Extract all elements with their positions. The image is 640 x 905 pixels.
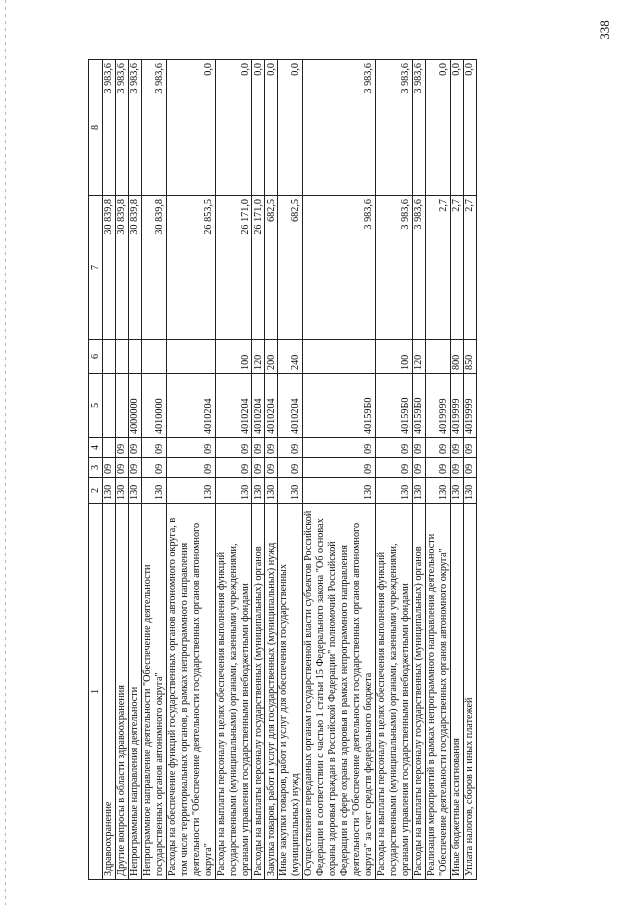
- target-article-code: 4010204: [215, 374, 252, 438]
- target-article-code: [116, 374, 129, 438]
- table-row: [215, 60, 252, 880]
- subsection-code: 09: [215, 438, 252, 458]
- subsection-code: 09: [129, 438, 142, 458]
- ministry-code: 130: [142, 478, 167, 504]
- table-row: [265, 60, 278, 880]
- expense-type-code: 240: [278, 340, 303, 374]
- amount-total: 26 853,5: [166, 196, 215, 340]
- amount-total: 30 839,8: [142, 196, 167, 340]
- amount-subvention: 0,0: [265, 60, 278, 196]
- section-code: 09: [375, 458, 412, 478]
- section-code: 09: [142, 458, 167, 478]
- amount-subvention: 3 983,6: [129, 60, 142, 196]
- row-name: Осуществление переданных органам государственной власти субъектов Российской Федерации в соответствии с частью 1 статьи 15 Федерального закона "Об основах охраны здоровья граждан в Российской Федерации" полномочий Российской Федерации в сфере охраны здоровья в рамках непрограммного направления деятельности "Обеспечение деятельности государственных органов автономного округа" за счет средств федерального бюджета: [303, 504, 376, 880]
- row-name: Закупка товаров, работ и услуг для государственных (муниципальных) нужд: [265, 504, 278, 880]
- amount-subvention: 3 983,6: [375, 60, 412, 196]
- expense-type-code: [425, 340, 450, 374]
- table-row: [142, 60, 167, 880]
- ministry-code: 130: [412, 478, 425, 504]
- subsection-code: 09: [142, 438, 167, 458]
- column-number: 1: [89, 504, 103, 880]
- row-name: Иные бюджетные ассигнования: [450, 504, 463, 880]
- row-name: Непрограммные направления деятельности: [129, 504, 142, 880]
- row-name: Реализация мероприятий в рамках непрограммного направления деятельности "Обеспечение деятельности государственных органов автономного округа": [425, 504, 450, 880]
- ministry-code: 130: [215, 478, 252, 504]
- target-article-code: 4019999: [463, 374, 476, 438]
- amount-total: 30 839,8: [129, 196, 142, 340]
- section-code: 09: [129, 458, 142, 478]
- amount-total: 682,5: [265, 196, 278, 340]
- column-number: 4: [89, 438, 103, 458]
- table-row: [450, 60, 463, 880]
- ministry-code: 130: [129, 478, 142, 504]
- amount-subvention: 3 983,6: [303, 60, 376, 196]
- section-code: 09: [412, 458, 425, 478]
- row-name: Расходы на выплаты персоналу в целях обеспечения выполнения функций государственными (муниципальными) органами, казенными учреждениями, органами управления государственными внебюджетными фондами: [215, 504, 252, 880]
- expense-type-code: 120: [412, 340, 425, 374]
- amount-total: 30 839,8: [103, 196, 116, 340]
- target-article-code: 4019999: [450, 374, 463, 438]
- target-article-code: 40159Б0: [303, 374, 376, 438]
- table-row: [252, 60, 265, 880]
- target-article-code: 40159Б0: [375, 374, 412, 438]
- amount-total: 30 839,8: [116, 196, 129, 340]
- column-number: 8: [89, 60, 103, 196]
- subsection-code: 09: [375, 438, 412, 458]
- target-article-code: 4010204: [166, 374, 215, 438]
- expense-type-code: 120: [252, 340, 265, 374]
- amount-total: 3 983,6: [375, 196, 412, 340]
- column-number: 2: [89, 478, 103, 504]
- scan-edge: [5, 0, 6, 905]
- target-article-code: 4000000: [129, 374, 142, 438]
- row-name: Расходы на выплаты персоналу в целях обеспечения выполнения функций государственными (муниципальными) органами, казенными учреждениями, органами управления государственными внебюджетными фондами: [375, 504, 412, 880]
- column-number: 6: [89, 340, 103, 374]
- table-row: [278, 60, 303, 880]
- expense-type-code: 100: [215, 340, 252, 374]
- row-name: Другие вопросы в области здравоохранения: [116, 504, 129, 880]
- target-article-code: 4010000: [142, 374, 167, 438]
- amount-subvention: 3 983,6: [412, 60, 425, 196]
- expense-type-code: [103, 340, 116, 374]
- section-code: 09: [116, 458, 129, 478]
- subsection-code: 09: [303, 438, 376, 458]
- column-number: 5: [89, 374, 103, 438]
- section-code: 09: [166, 458, 215, 478]
- amount-total: 26 171,0: [215, 196, 252, 340]
- row-name: Здравоохранение: [103, 504, 116, 880]
- subsection-code: 09: [166, 438, 215, 458]
- section-code: 09: [103, 458, 116, 478]
- section-code: 09: [450, 458, 463, 478]
- subsection-code: 09: [463, 438, 476, 458]
- section-code: 09: [463, 458, 476, 478]
- amount-subvention: 0,0: [166, 60, 215, 196]
- subsection-code: 09: [265, 438, 278, 458]
- ministry-code: 130: [103, 478, 116, 504]
- subsection-code: 09: [116, 438, 129, 458]
- amount-subvention: 0,0: [463, 60, 476, 196]
- table-row: [412, 60, 425, 880]
- section-code: 09: [303, 458, 376, 478]
- row-name: Непрограммное направление деятельности "Обеспечение деятельности государственных органов автономного округа": [142, 504, 167, 880]
- subsection-code: 09: [450, 438, 463, 458]
- amount-total: 682,5: [278, 196, 303, 340]
- table-row: [375, 60, 412, 880]
- subsection-code: 09: [425, 438, 450, 458]
- amount-total: 2,7: [463, 196, 476, 340]
- target-article-code: 4010204: [265, 374, 278, 438]
- rotated-page-content: [88, 60, 606, 880]
- section-code: 09: [278, 458, 303, 478]
- subsection-code: [103, 438, 116, 458]
- amount-subvention: 0,0: [425, 60, 450, 196]
- page-number: 338: [596, 20, 612, 40]
- expense-type-code: 100: [375, 340, 412, 374]
- section-code: 09: [425, 458, 450, 478]
- ministry-code: 130: [116, 478, 129, 504]
- section-code: 09: [252, 458, 265, 478]
- target-article-code: 40159Б0: [412, 374, 425, 438]
- table-row: [463, 60, 476, 880]
- table-row: [116, 60, 129, 880]
- subsection-code: 09: [252, 438, 265, 458]
- table-row: [303, 60, 376, 880]
- amount-total: 3 983,6: [303, 196, 376, 340]
- target-article-code: 4019999: [425, 374, 450, 438]
- ministry-code: 130: [463, 478, 476, 504]
- expense-type-code: [303, 340, 376, 374]
- subsection-code: 09: [278, 438, 303, 458]
- table-row: [103, 60, 116, 880]
- amount-subvention: 0,0: [252, 60, 265, 196]
- row-name: Расходы на обеспечение функций государственных органов автономного округа, в том числе территориальных органов, в рамках непрограммного направления деятельности "Обеспечение деятельности государственных органов автономного округа": [166, 504, 215, 880]
- ministry-code: 130: [166, 478, 215, 504]
- expense-type-code: 800: [450, 340, 463, 374]
- expense-type-code: [142, 340, 167, 374]
- column-number: 3: [89, 458, 103, 478]
- row-name: Расходы на выплаты персоналу государственных (муниципальных) органов: [412, 504, 425, 880]
- expense-type-code: [116, 340, 129, 374]
- ministry-code: 130: [265, 478, 278, 504]
- amount-subvention: 0,0: [215, 60, 252, 196]
- ministry-code: 130: [278, 478, 303, 504]
- row-name: Расходы на выплаты персоналу государственных (муниципальных) органов: [252, 504, 265, 880]
- amount-total: 3 983,6: [412, 196, 425, 340]
- subsection-code: 09: [412, 438, 425, 458]
- amount-subvention: 3 983,6: [116, 60, 129, 196]
- expense-type-code: [129, 340, 142, 374]
- table-row: [129, 60, 142, 880]
- ministry-code: 130: [303, 478, 376, 504]
- table-row: [166, 60, 215, 880]
- expense-type-code: 200: [265, 340, 278, 374]
- target-article-code: 4010204: [278, 374, 303, 438]
- ministry-code: 130: [375, 478, 412, 504]
- amount-subvention: 3 983,6: [103, 60, 116, 196]
- budget-table: [88, 59, 477, 880]
- amount-subvention: 0,0: [450, 60, 463, 196]
- amount-subvention: 0,0: [278, 60, 303, 196]
- row-name: Уплата налогов, сборов и иных платежей: [463, 504, 476, 880]
- section-code: 09: [265, 458, 278, 478]
- ministry-code: 130: [425, 478, 450, 504]
- amount-total: 2,7: [450, 196, 463, 340]
- row-name: Иные закупки товаров, работ и услуг для обеспечения государственных (муниципальных) нужд: [278, 504, 303, 880]
- ministry-code: 130: [252, 478, 265, 504]
- amount-total: 2,7: [425, 196, 450, 340]
- target-article-code: 4010204: [252, 374, 265, 438]
- table-row: [425, 60, 450, 880]
- expense-type-code: [166, 340, 215, 374]
- column-number: 7: [89, 196, 103, 340]
- expense-type-code: 850: [463, 340, 476, 374]
- amount-subvention: 3 983,6: [142, 60, 167, 196]
- section-code: 09: [215, 458, 252, 478]
- amount-total: 26 171,0: [252, 196, 265, 340]
- ministry-code: 130: [450, 478, 463, 504]
- column-number-row: [89, 60, 103, 880]
- target-article-code: [103, 374, 116, 438]
